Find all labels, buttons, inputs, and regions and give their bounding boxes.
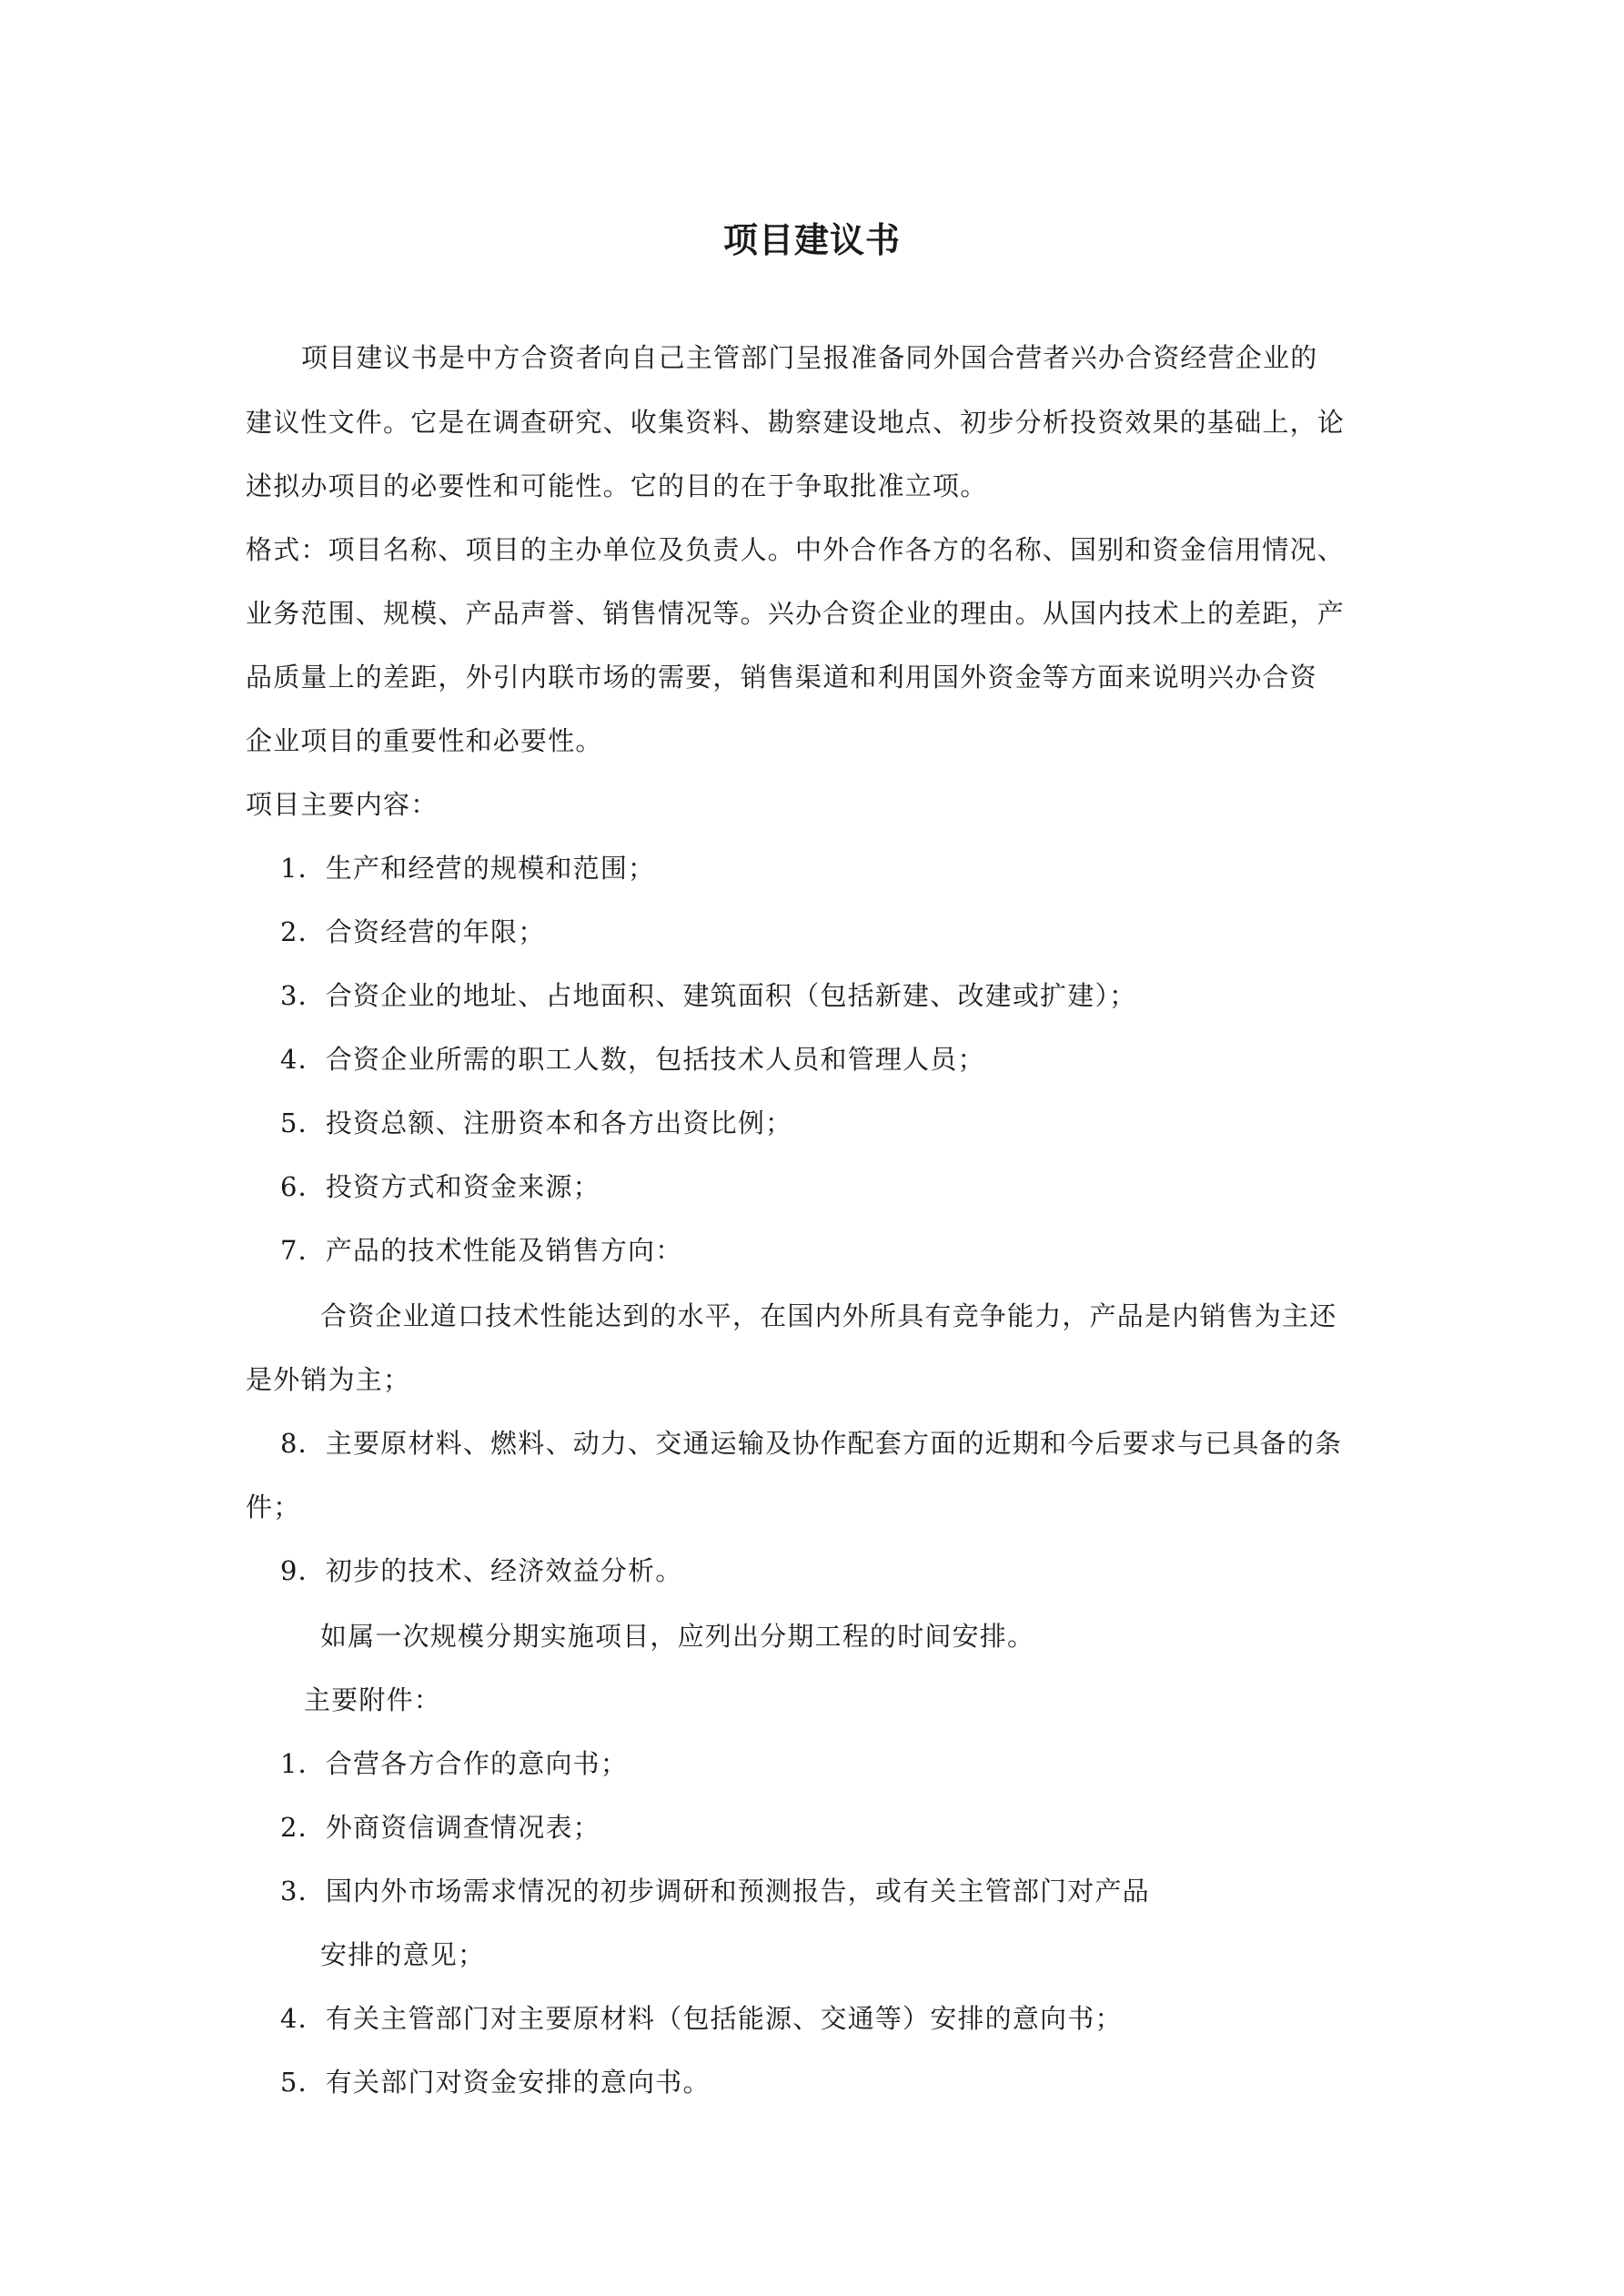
attachment-3-continued: 安排的意见； [320, 1939, 486, 1970]
format-line-3: 品质量上的差距，外引内联市场的需要，销售渠道和利用国外资金等方面来说明兴办合资 [246, 662, 1317, 693]
format-line-4: 企业项目的重要性和必要性。 [246, 725, 603, 756]
attachments-heading: 主要附件： [304, 1684, 442, 1715]
document-title: 项目建议书 [722, 219, 901, 260]
item7-detail-line-1: 合资企业道口技术性能达到的水平，在国内外所具有竞争能力，产品是内销售为主还 [320, 1300, 1337, 1331]
attachment-2: 2．外商资信调查情况表； [280, 1812, 600, 1843]
attachment-4: 4．有关主管部门对主要原材料（包括能源、交通等）安排的意向书； [280, 2003, 1123, 2034]
main-content-heading: 项目主要内容： [246, 789, 439, 820]
attachment-3: 3．国内外市场需求情况的初步调研和预测报告，或有关主管部门对产品 [280, 1876, 1150, 1907]
item7-detail-line-2: 是外销为主； [246, 1364, 411, 1395]
main-item-1: 1．生产和经营的规模和范围； [280, 853, 656, 884]
main-item-4: 4．合资企业所需的职工人数，包括技术人员和管理人员； [280, 1044, 985, 1075]
main-item-7: 7．产品的技术性能及销售方向： [280, 1235, 683, 1266]
intro-line-2: 建议性文件。它是在调查研究、收集资料、勘察建设地点、初步分析投资效果的基础上，论 [246, 407, 1346, 438]
main-item-5: 5．投资总额、注册资本和各方出资比例； [280, 1108, 793, 1138]
main-item-3: 3．合资企业的地址、占地面积、建筑面积（包括新建、改建或扩建）； [280, 980, 1137, 1011]
phase-note: 如属一次规模分期实施项目，应列出分期工程的时间安排。 [320, 1621, 1035, 1652]
format-line-1: 格式：项目名称、项目的主办单位及负责人。中外合作各方的名称、国别和资金信用情况、 [246, 534, 1346, 565]
main-item-2: 2．合资经营的年限； [280, 916, 546, 947]
main-item-8-line-2: 件； [246, 1492, 301, 1522]
format-line-2: 业务范围、规模、产品声誉、销售情况等。兴办合资企业的理由。从国内技术上的差距，产 [246, 598, 1346, 629]
attachment-5: 5．有关部门对资金安排的意向书。 [280, 2067, 711, 2098]
intro-line-1: 项目建议书是中方合资者向自己主管部门呈报准备同外国合营者兴办合资经营企业的 [301, 342, 1318, 373]
intro-line-3: 述拟办项目的必要性和可能性。它的目的在于争取批准立项。 [246, 470, 988, 501]
main-item-8-line-1: 8．主要原材料、燃料、动力、交通运输及协作配套方面的近期和今后要求与已具备的条 [280, 1428, 1343, 1459]
main-item-9: 9．初步的技术、经济效益分析。 [280, 1555, 683, 1586]
attachment-1: 1．合营各方合作的意向书； [280, 1748, 629, 1779]
main-item-6: 6．投资方式和资金来源； [280, 1171, 600, 1202]
